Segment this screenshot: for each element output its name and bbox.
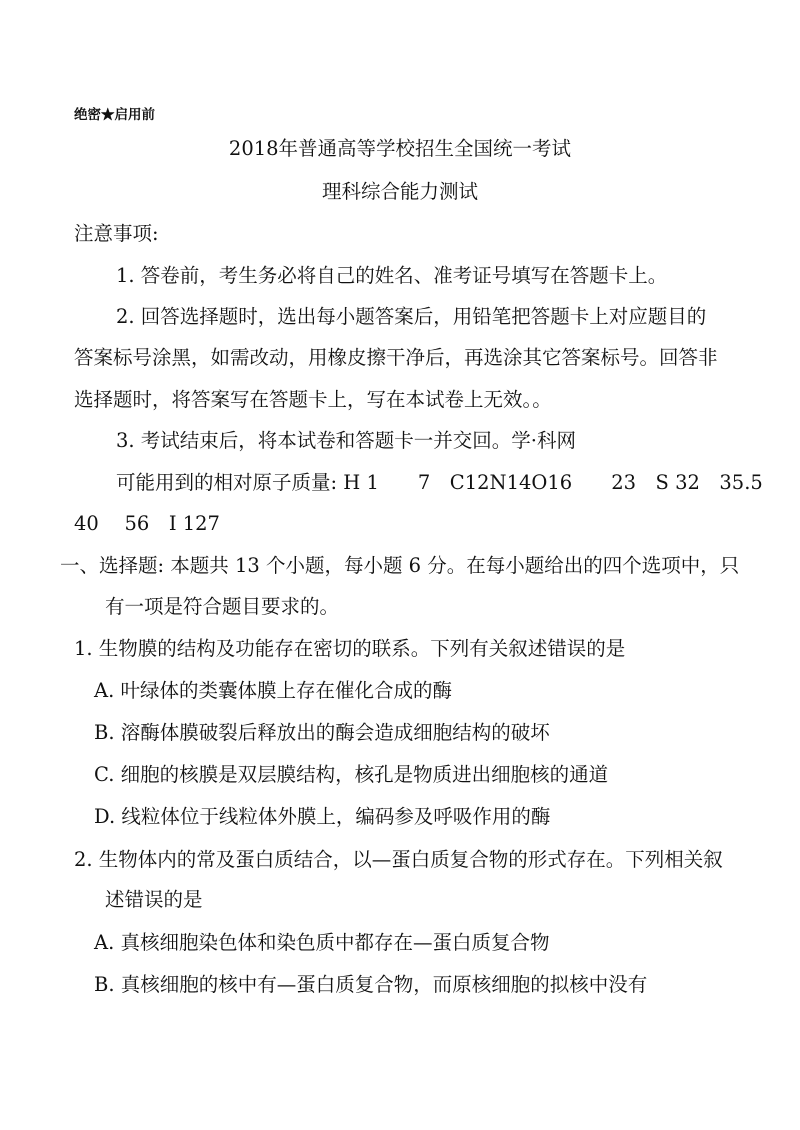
question-1-stem: 1. 生物膜的结构及功能存在密切的联系。下列有关叙述错误的是: [74, 637, 626, 660]
question-1-option-c: C. 细胞的核膜是双层膜结构，核孔是物质进出细胞核的通道: [94, 763, 609, 786]
notice-heading: 注意事项:: [74, 222, 159, 245]
section-instruction-line-1: 一、选择题: 本题共 13 个小题，每小题 6 分。在每小题给出的四个选项中，只: [60, 554, 740, 577]
notice-item-2-line-2: 答案标号涂黑，如需改动，用橡皮擦干净后，再选涂其它答案标号。回答非: [74, 346, 718, 369]
secret-label: 绝密★启用前: [74, 107, 155, 123]
question-2-option-a: A. 真核细胞染色体和染色质中都存在—蛋白质复合物: [94, 931, 550, 954]
question-1-option-a: A. 叶绿体的类囊体膜上存在催化合成的酶: [94, 679, 452, 702]
notice-item-1: 1. 答卷前，考生务必将自己的姓名、准考证号填写在答题卡上。: [116, 264, 668, 287]
question-2-option-b: B. 真核细胞的核中有—蛋白质复合物，而原核细胞的拟核中没有: [94, 973, 648, 996]
atomic-mass-line-1: 可能用到的相对原子质量: H 1 7 C12N14O16 23 S 32 35.5: [116, 471, 763, 494]
exam-subtitle: 理科综合能力测试: [321, 180, 478, 203]
atomic-mass-line-2: 40 56 I 127: [74, 512, 220, 535]
exam-title: 2018年普通高等学校招生全国统一考试: [228, 137, 572, 160]
question-2-stem-line-1: 2. 生物体内的常及蛋白质结合，以—蛋白质复合物的形式存在。下列相关叙: [74, 848, 723, 871]
question-1-option-b: B. 溶酶体膜破裂后释放出的酶会造成细胞结构的破坏: [94, 721, 550, 744]
section-instruction-line-2: 有一项是符合题目要求的。: [105, 595, 340, 618]
question-1-option-d: D. 线粒体位于线粒体外膜上，编码参及呼吸作用的酶: [94, 805, 551, 828]
notice-item-2-line-3: 选择题时，将答案写在答题卡上，写在本试卷上无效。。: [74, 388, 552, 411]
question-2-stem-line-2: 述错误的是: [105, 888, 203, 911]
notice-item-2-line-1: 2. 回答选择题时，选出每小题答案后，用铅笔把答题卡上对应题目的: [116, 305, 707, 328]
notice-item-3: 3. 考试结束后，将本试卷和答题卡一并交回。学·科网: [116, 429, 577, 452]
